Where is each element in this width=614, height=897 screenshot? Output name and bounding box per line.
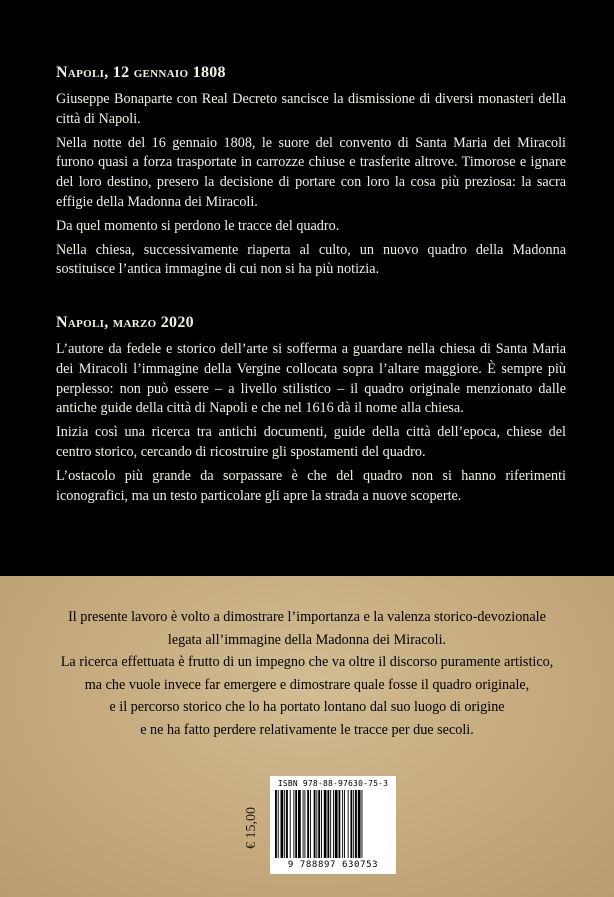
barcode-bar <box>275 790 277 858</box>
barcode-bars <box>274 790 392 858</box>
barcode-bar <box>333 790 334 858</box>
summary-line: La ricerca effettuata è frutto di un impegno che va oltre il discorso puramente artistico, <box>60 654 554 671</box>
paragraph: L’autore da fedele e storico dell’arte si sofferma a guardare nella chiesa di Santa Maria dei Miracoli l’immagine della Vergine collocata sopra l’altare maggiore. È sempre più perplesso: non può essere – a livello stilistico – il quadro originale menzionato dalle antiche guide della città di Napoli e che nel 1616 dà il nome alla chiesa. <box>56 341 566 417</box>
summary-line: Il presente lavoro è volto a dimostrare l’importanza e la valenza storico-devozionale <box>68 609 546 625</box>
barcode-bar <box>338 790 340 858</box>
summary-line: ma che vuole invece far emergere e dimostrare quale fosse il quadro originale, <box>84 676 530 693</box>
barcode-bar <box>355 790 357 858</box>
barcode-bar <box>321 790 322 858</box>
barcode-bar <box>358 790 361 858</box>
section-napoli-1808 <box>56 62 566 284</box>
barcode-bar <box>318 790 320 858</box>
barcode-bar <box>327 790 329 858</box>
barcode-bar <box>290 790 291 858</box>
isbn-barcode <box>270 776 396 874</box>
barcode-bar <box>303 790 304 858</box>
barcode-bar <box>353 790 354 858</box>
paragraph: Giuseppe Bonaparte con Real Decreto sancisce la dismissione di diversi monasteri della città di Napoli. <box>56 91 566 127</box>
barcode-bar <box>281 790 284 858</box>
barcode-bar <box>286 790 288 858</box>
barcode-bar <box>310 790 311 858</box>
barcode-bar <box>348 790 349 858</box>
price-label <box>232 786 272 870</box>
ean-digits: 9 788897 630753 <box>287 860 379 870</box>
barcode-bar <box>293 790 294 858</box>
barcode-bar <box>335 790 338 858</box>
barcode-bar <box>316 790 317 858</box>
isbn-label: ISBN 978-88-97630-75-3 <box>277 779 389 788</box>
summary-line: e ne ha fatto perdere relativamente le tracce per due secoli. <box>140 721 474 738</box>
barcode-bar <box>307 790 309 858</box>
barcode-bar <box>278 790 279 858</box>
barcode-bar <box>350 790 352 858</box>
barcode-bar <box>304 790 305 858</box>
section-heading: Napoli, 12 gennaio 1808 <box>56 64 226 81</box>
barcode-bar <box>314 790 316 858</box>
section-heading: Napoli, marzo 2020 <box>56 314 194 331</box>
summary-text <box>40 606 574 742</box>
price-text: € 15,00 <box>244 807 259 849</box>
barcode-bar <box>284 790 285 858</box>
barcode-bar <box>295 790 297 858</box>
barcode-bar <box>330 790 331 858</box>
barcode-bar <box>298 790 301 858</box>
paragraph: Inizia così una ricerca tra antichi documenti, guide della città dell’epoca, chiese del centro storico, cercando di ricostruire gli spostamenti del quadro. <box>56 424 566 460</box>
section-napoli-2020 <box>56 312 566 510</box>
summary-line: legata all’immagine della Madonna dei Miracoli. <box>167 631 447 648</box>
paragraph: Nella notte del 16 gennaio 1808, le suore del convento di Santa Maria dei Miracoli furono quasi a forza trasportate in carrozze chiuse e trasferite altrove. Timorose e ignare del loro destino, presero la decisione di portare con loro la cosa più preziosa: la sacra effigie della Madonna dei Miracoli. <box>56 134 566 210</box>
paragraph: Nella chiesa, successivamente riaperta al culto, un nuovo quadro della Madonna sostituisce l’antica immagine di cui non si ha più notizia. <box>56 241 566 278</box>
barcode-bar <box>342 790 343 858</box>
paragraph: Da quel momento si perdono le tracce del quadro. <box>56 217 340 234</box>
barcode-bar <box>344 790 345 858</box>
summary-line: e il percorso storico che lo ha portato lontano dal suo luogo di origine <box>109 699 505 716</box>
barcode-bar <box>361 790 362 858</box>
paragraph: L’ostacolo più grande da sorpassare è che del quadro non si hanno riferimenti iconografici, ma un testo particolare gli apre la strada a nuove scoperte. <box>56 467 566 504</box>
barcode-bar <box>324 790 327 858</box>
